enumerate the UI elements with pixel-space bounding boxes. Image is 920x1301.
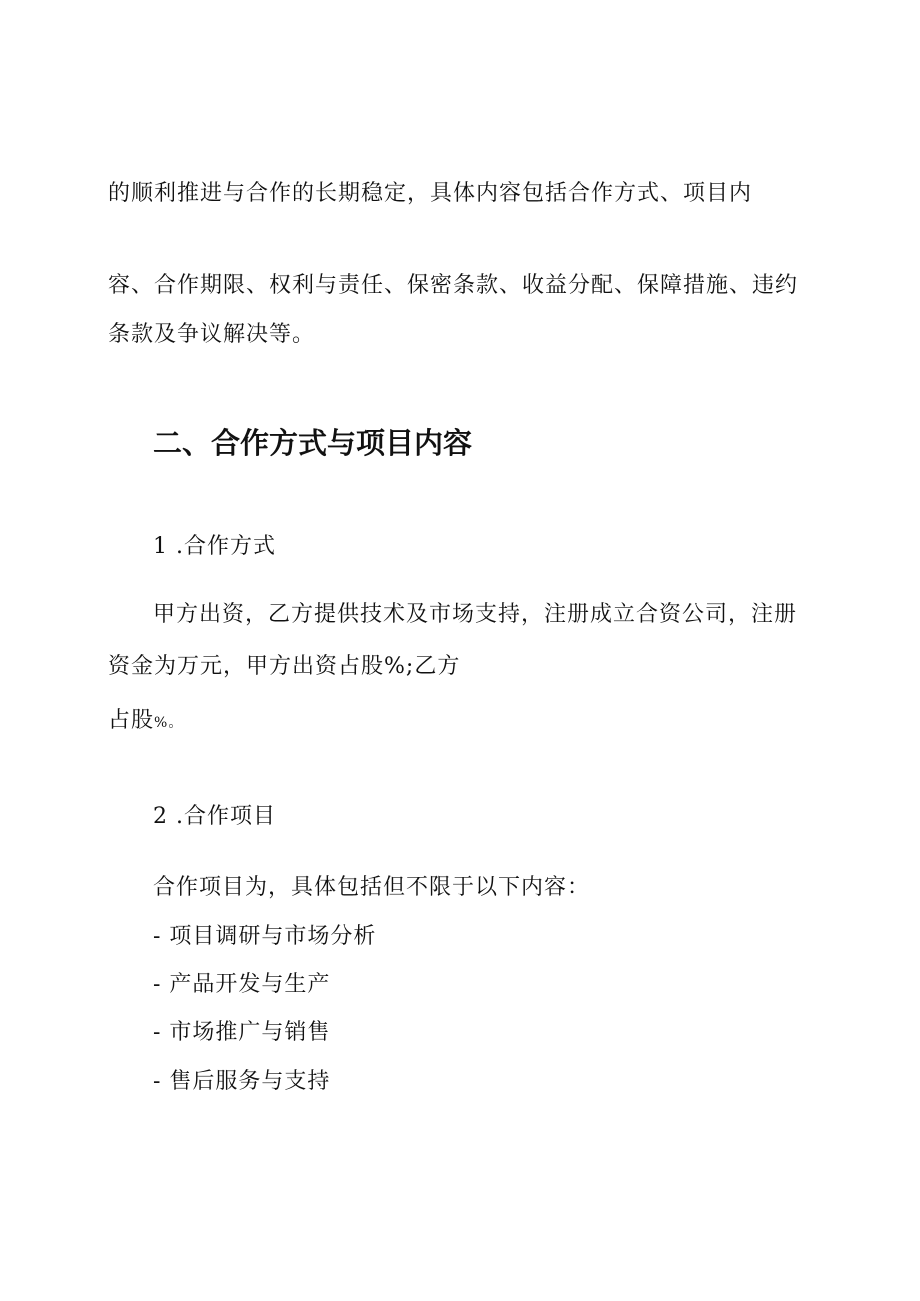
- cooperation-project-intro: 合作项目为，具体包括但不限于以下内容：: [153, 875, 591, 900]
- intro-line-2: 容、合作期限、权利与责任、保密条款、收益分配、保障措施、违约: [108, 273, 799, 298]
- list-item: - 售后服务与支持: [153, 1069, 331, 1094]
- subsection-title-cooperation-mode: 1 .合作方式: [153, 534, 276, 559]
- section-heading: 二、合作方式与项目内容: [153, 426, 473, 460]
- list-item: - 产品开发与生产: [153, 972, 331, 997]
- cooperation-mode-line-1: 甲方出资，乙方提供技术及市场支持，注册成立合资公司，注册: [153, 602, 798, 627]
- cooperation-mode-line-2: 资金为万元，甲方出资占股%;乙方: [108, 654, 461, 679]
- list-item: - 市场推广与销售: [153, 1020, 331, 1045]
- list-item: - 项目调研与市场分析: [153, 924, 377, 949]
- subsection-title-cooperation-project: 2 .合作项目: [153, 804, 276, 829]
- cooperation-mode-line-3: [108, 710, 183, 732]
- percent-mark: %。: [154, 715, 184, 731]
- intro-line-1: 的顺利推进与合作的长期稳定，具体内容包括合作方式、项目内: [108, 181, 753, 206]
- intro-line-3: 条款及争议解决等。: [108, 322, 316, 347]
- cooperation-mode-line-3-text: 占股: [108, 708, 155, 733]
